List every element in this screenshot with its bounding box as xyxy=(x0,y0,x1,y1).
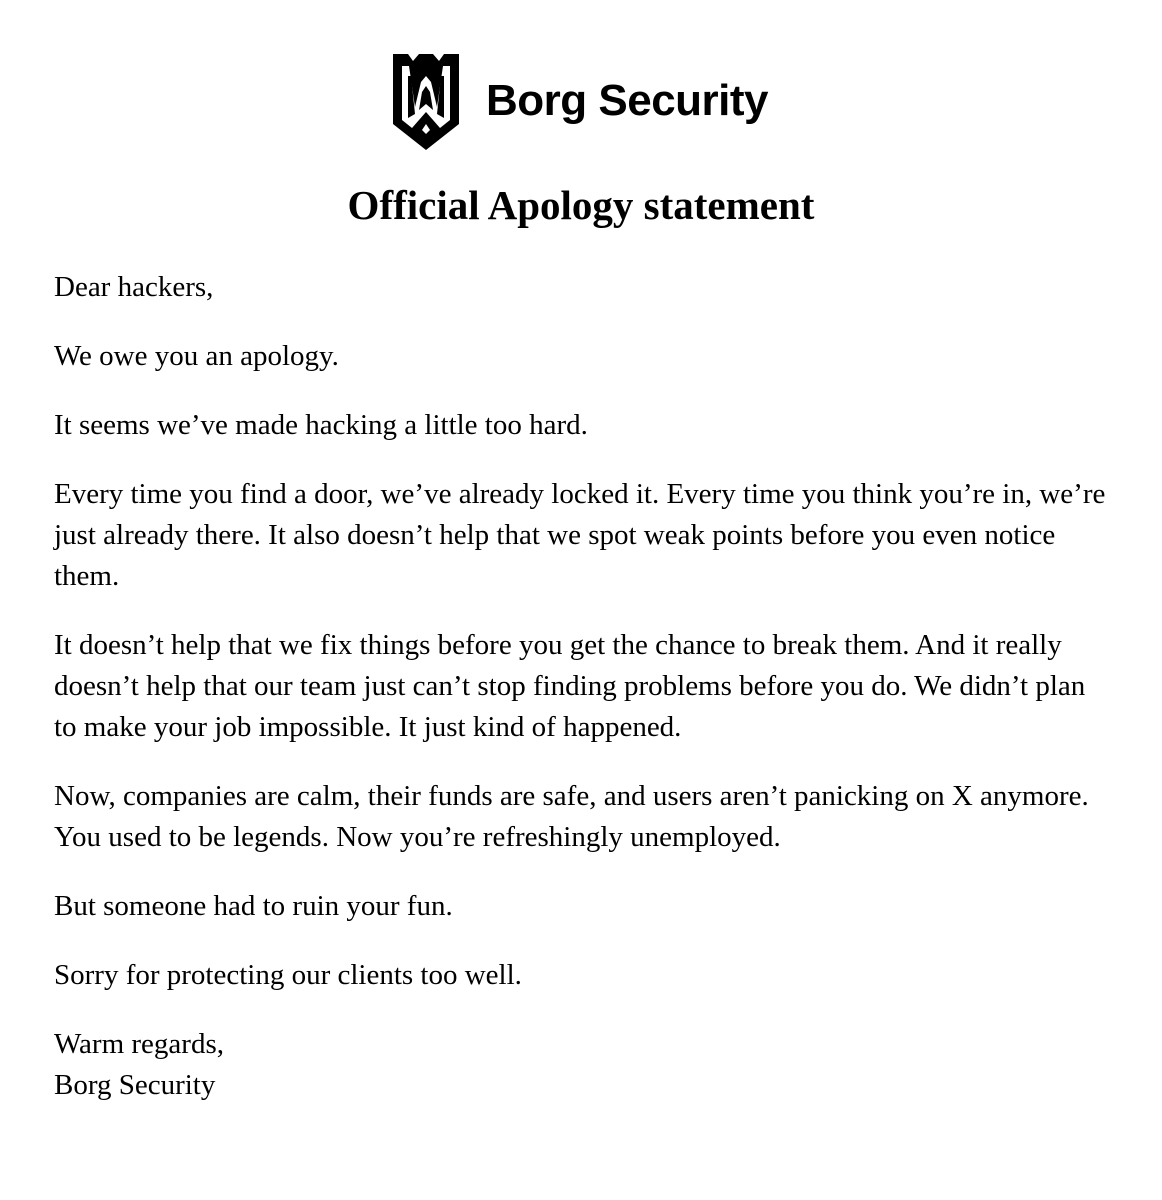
borg-shield-logo-icon xyxy=(391,52,461,152)
letter-paragraph: Now, companies are calm, their funds are safe, and users aren’t panicking on X anymore. You used to be legends. Now you’re refreshingly unemployed. xyxy=(54,780,1089,853)
page-title: Official Apology statement xyxy=(347,182,815,228)
letter-closing: Warm regards, xyxy=(54,1028,224,1060)
brand-header xyxy=(0,48,1162,156)
letter-paragraph: Every time you find a door, we’ve already locked it. Every time you think you’re in, we’re just already there. It also doesn’t help that we spot weak points before you even notice them. xyxy=(54,478,1106,592)
letter-paragraph: But someone had to ruin your fun. xyxy=(54,890,453,922)
letter-paragraph: It doesn’t help that we fix things before you get the chance to break them. And it really doesn’t help that our team just can’t stop finding problems before you do. We didn’t plan to make your job impossible. It just kind of happened. xyxy=(54,629,1086,743)
letter-paragraph: We owe you an apology. xyxy=(54,340,339,372)
letter-paragraph: It seems we’ve made hacking a little too hard. xyxy=(54,409,588,441)
letter-signoff xyxy=(54,1024,1114,1106)
letter-signature: Borg Security xyxy=(54,1069,216,1101)
brand-name: Borg Security xyxy=(486,76,769,125)
letter-paragraph: Sorry for protecting our clients too well. xyxy=(54,959,522,991)
letter-body xyxy=(54,267,1114,1134)
letter-greeting: Dear hackers, xyxy=(54,271,214,303)
